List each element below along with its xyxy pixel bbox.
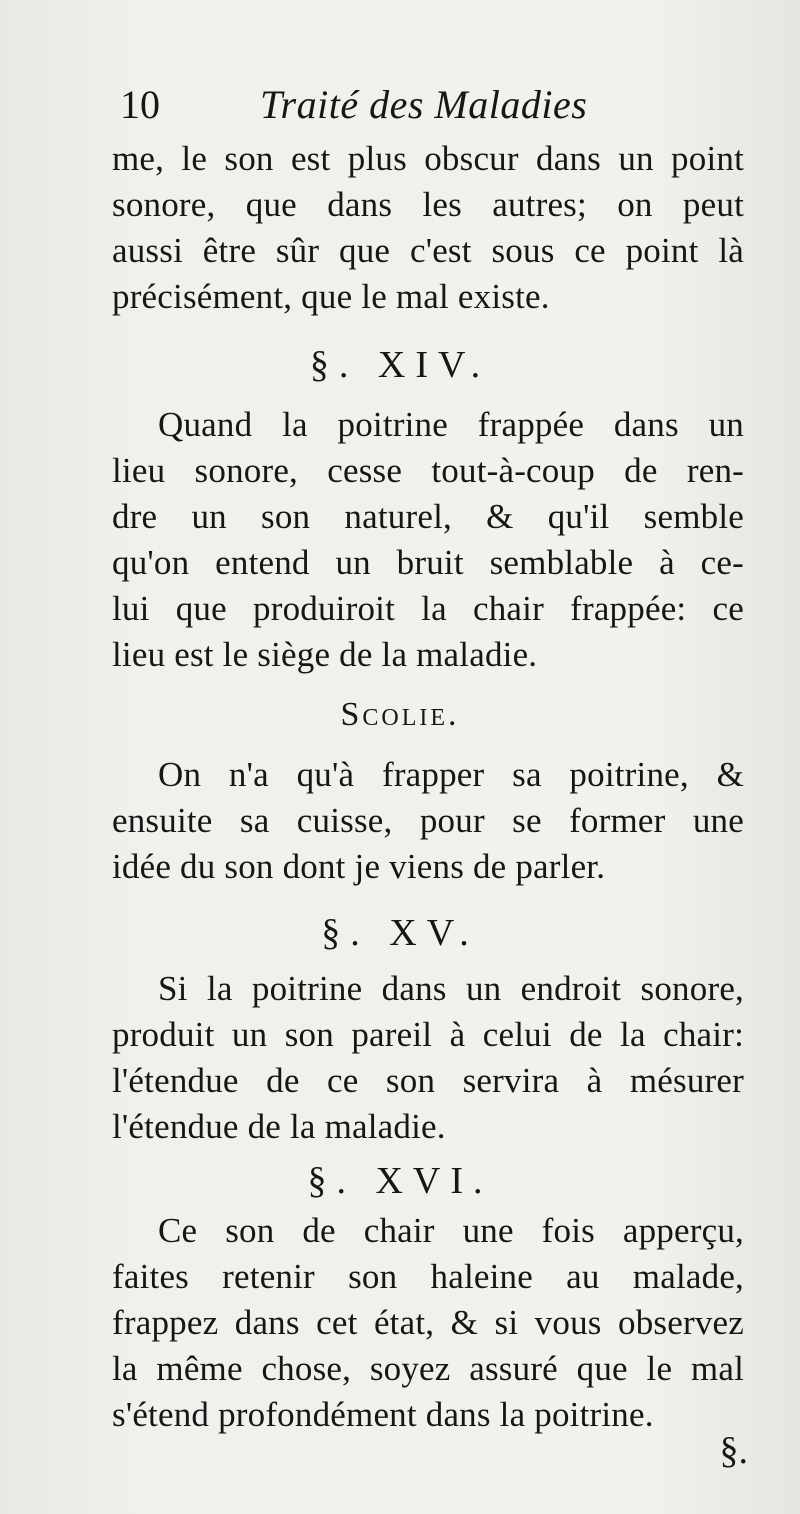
text-line: précisément, que le mal existe.	[112, 277, 550, 316]
text-line: lui que produiroit la chair frappée: ce	[112, 589, 744, 628]
text-line: me, le son est plus obscur dans un point	[112, 139, 744, 178]
text-line: s'étend profondément dans la poitrine.	[112, 1395, 654, 1434]
text-line: ensuite sa cuisse, pour se former une	[112, 801, 744, 840]
text-line: faites retenir son haleine au malade,	[112, 1257, 744, 1296]
text-line: idée du son dont je viens de parler.	[112, 847, 606, 886]
text-line: lieu sonore, cesse tout-à-coup de ren-	[112, 451, 744, 490]
text-line: aussi être sûr que c'est sous ce point là	[112, 231, 744, 270]
section-heading-xiv: §. XIV.	[309, 344, 491, 386]
text-line: Ce son de chair une fois apperçu,	[158, 1211, 744, 1250]
text-line: frappez dans cet état, & si vous observez	[112, 1303, 744, 1342]
section-heading-xvi: §. XVI.	[307, 1160, 493, 1202]
text-line: sonore, que dans les autres; on peut	[112, 185, 744, 224]
text-line: l'étendue de la maladie.	[112, 1107, 446, 1146]
scolie-paragraph	[112, 752, 744, 890]
scolie-heading: Scolie.	[340, 696, 460, 733]
text-line: Si la poitrine dans un endroit sonore,	[158, 969, 744, 1008]
text-line: Quand la poitrine frappée dans un	[158, 405, 744, 444]
page-number: 10	[120, 82, 160, 127]
section-xvi-paragraph	[112, 1208, 744, 1438]
text-line: lieu est le siège de la maladie.	[112, 635, 538, 674]
continuation-paragraph	[112, 136, 744, 320]
text-line: l'étendue de ce son servira à mésurer	[112, 1061, 744, 1100]
text-line: On n'a qu'à frapper sa poitrine, &	[158, 755, 744, 794]
text-line: produit un son pareil à celui de la chair:	[112, 1015, 744, 1054]
section-heading-xv: §. XV.	[321, 912, 479, 954]
page-header	[120, 80, 740, 130]
catchword: §.	[719, 1430, 748, 1472]
section-xiv-paragraph	[112, 402, 744, 678]
running-title: Traité des Maladies	[260, 82, 588, 127]
text-line: dre un son naturel, & qu'il semble	[112, 497, 744, 536]
section-xv-paragraph	[112, 966, 744, 1150]
text-line: qu'on entend un bruit semblable à ce-	[112, 543, 744, 582]
text-line: la même chose, soyez assuré que le mal	[112, 1349, 744, 1388]
